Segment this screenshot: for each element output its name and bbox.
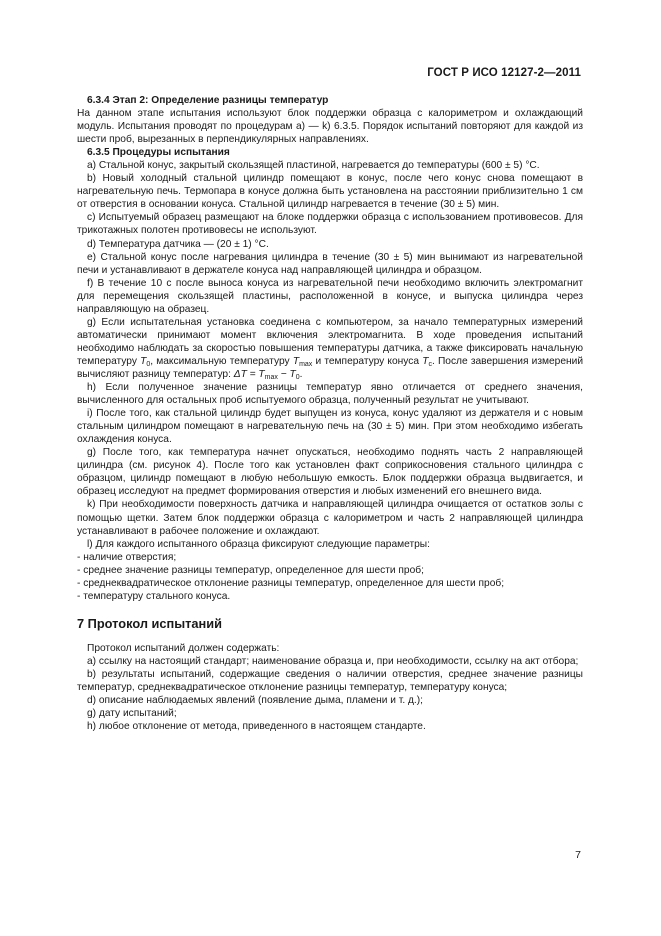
- procedure-item-i: i) После того, как стальной цилиндр будет выпущен из конуса, конус удаляют из держателя и с новым стальным цилиндром помещают в нагревательную печь на (30 ± 5) мин. При этом необходимо избегать охлаждения конуса.: [77, 408, 583, 446]
- protocol-item: g) дату испытаний;: [87, 708, 177, 720]
- symbol-tc: T: [422, 355, 429, 367]
- procedure-item-b: b) Новый холодный стальной цилиндр помещают в конус, после чего конус снова помещают в нагревательную печь. Термопара в конусе должна быть установлена на расстоянии приблизительно 1 см от отверстия в основании конуса. Стальной цилиндр нагревается в течение (30 ± 5) мин.: [77, 173, 583, 211]
- procedure-item-e: e) Стальной конус после нагревания цилиндра в течение (30 ± 5) мин вынимают из нагревательной печи и устанавливают в держателе конуса над направляющей цилиндра и образцом.: [77, 251, 583, 276]
- procedure-item-f: f) В течение 10 с после выноса конуса из нагревательной печи необходимо включить электромагнит для перемещения скользящей пластины, расположенной в конусе, и выпуска цилиндра через направляющую на образец.: [77, 277, 583, 315]
- g1-text-4: . После завершения измерений вычисляют разницу температур:: [77, 355, 584, 380]
- symbol-tmax-sub: max: [299, 360, 313, 368]
- document-header: ГОСТ Р ИСО 12127-2—2011: [427, 67, 581, 79]
- protocol-item: а) ссылку на настоящий стандарт; наименование образца и, при необходимости, ссылку на акт отбора;: [87, 655, 579, 667]
- symbol-t0: T: [140, 355, 147, 367]
- section-6-3-4-heading: 6.3.4 Этап 2: Определение разницы температур: [87, 95, 329, 106]
- procedure-item-d: d) Температура датчика — (20 ± 1) °С.: [87, 238, 269, 250]
- section-7-heading: 7 Протокол испытаний: [77, 615, 223, 631]
- procedure-item-a: а) Стальной конус, закрытый скользящей пластиной, нагревается до температуры (600 ± 5) °С.: [87, 160, 540, 172]
- param-list-item: - температуру стального конуса.: [77, 590, 231, 602]
- param-list-item: - наличие отверстия;: [77, 551, 177, 563]
- procedure-item-l: l) Для каждого испытанного образца фиксируют следующие параметры:: [87, 538, 430, 550]
- formula-t0-sub: 0: [295, 373, 300, 381]
- procedure-item-c: c) Испытуемый образец размещают на блоке поддержки образца с использованием противовесов. Для трикотажных полотен противовесы не используют.: [77, 212, 583, 237]
- param-list-item: - среднее значение разницы температур, определенное для шести проб;: [77, 564, 424, 576]
- g1-text-end: .: [299, 368, 303, 380]
- document-body: [77, 94, 583, 733]
- procedure-item-g-measurement: [77, 316, 583, 381]
- formula-tmax-sub: max: [264, 373, 278, 381]
- procedure-item-h: h) Если полученное значение разницы температур явно отличается от среднего значения, вычисленного для остальных проб испытуемого образца, полученный результат не учитывают.: [77, 382, 583, 407]
- page-number: 7: [575, 849, 581, 861]
- symbol-tc-sub: c: [428, 360, 432, 368]
- symbol-t0-sub: 0: [146, 360, 151, 368]
- protocol-item: d) описание наблюдаемых явлений (появление дыма, пламени и т. д.);: [87, 695, 423, 707]
- procedure-item-g-removal: g) После того, как температура начнет опускаться, необходимо поднять часть 2 направляющей цилиндра (см. рисунок 4). После того как установлен факт соприкосновения стального цилиндра с образцом, цилиндр помещают в любую небольшую емкость. Блок поддержки образца выдвигается, и образец исследуют на предмет формирования отверстия и любых изменений его внешнего вида.: [77, 447, 583, 498]
- g1-text-1: g) Если испытательная установка соединена с компьютером, за начало температурных измерений автоматически принимают момент включения электромагнита. В ходе проведения испытаний необходимо наблюдать за скоростью повышения температуры датчика, а также фиксировать начальную температуру: [77, 316, 583, 367]
- g1-text-2: , максимальную температуру: [150, 355, 293, 367]
- procedure-item-k: k) При необходимости поверхность датчика и направляющей цилиндра очищается от остатков золы с помощью щетки. Затем блок поддержки образца с калориметром и часть 2 направляющей цилиндра устанавливают в рабочее положение и охлаждают.: [77, 499, 583, 537]
- section-6-3-4-text: На данном этапе испытания используют блок поддержки образца с калориметром и охлаждающий модуль. Испытания проводят по процедурам а) — k) 6.3.5. Порядок испытаний повторяют для каждой из шести проб, вырезанных в перпендикулярных направлениях.: [77, 108, 583, 146]
- param-list-item: - среднеквадратическое отклонение разницы температур, определенное для шести проб;: [77, 577, 505, 589]
- g1-text-3: и температуру конуса: [312, 355, 423, 367]
- protocol-item: b) результаты испытаний, содержащие сведения о наличии отверстия, среднее значение разницы температур, среднеквадратическое отклонение разницы температур, температуру конуса;: [77, 668, 583, 693]
- section-7-intro: Протокол испытаний должен содержать:: [87, 642, 280, 654]
- symbol-tmax: T: [292, 355, 300, 367]
- formula-delta-t: ΔT = T: [233, 368, 265, 380]
- formula-minus-t: − T: [277, 368, 296, 380]
- protocol-item: h) любое отклонение от метода, приведенного в настоящем стандарте.: [87, 721, 426, 733]
- section-6-3-5-heading: 6.3.5 Процедуры испытания: [87, 147, 230, 159]
